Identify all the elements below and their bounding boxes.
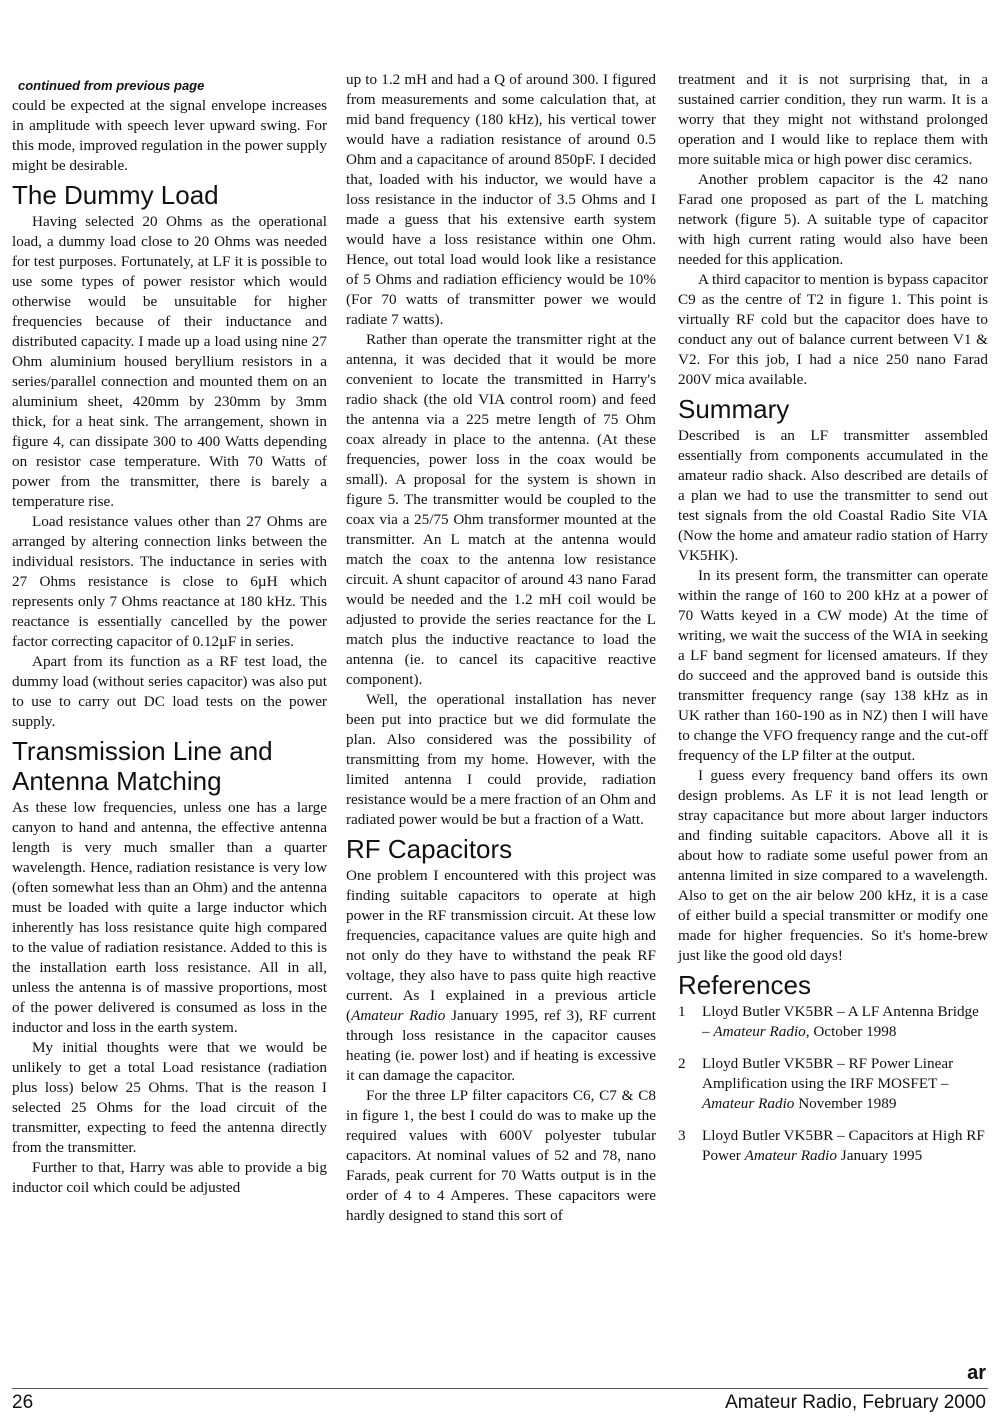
- paragraph: up to 1.2 mH and had a Q of around 300. I figured from measurements and some calculation that, at mid band frequency (180 kHz), his vertical tower would have a radiation resistance of around 0.5 Ohm and a capacitance of around 850pF. I decided that, loaded with his inductor, we would have a loss resistance in the inductor of 3.5 Ohms and I made a guess that his extensive earth system would have a loss resistance within one Ohm. Hence, out total load would look like a resistance of 5 Ohms and radiation efficiency would be 10% (For 70 watts of transmitter power we would radiate 7 watts).: [346, 71, 656, 328]
- column-2: [346, 70, 656, 1226]
- heading-references: References: [678, 970, 811, 1000]
- paragraph: I guess every frequency band offers its own design problems. As LF it is not lead length or stray capacitance but more about larger inductors and finding suitable capacitors. Above all it is about how to radiate some useful power from an antenna limited in size compared to a wavelength. Also to get on the air below 200 kHz, it is a case of either build a special transmitter or modify one made for higher frequencies. So it's home-brew just like the good old days!: [678, 767, 988, 964]
- reference-text: [702, 1126, 988, 1166]
- paragraph: In its present form, the transmitter can operate within the range of 160 to 200 kHz at a power of 70 Watts keyed in a CW mode) At the time of writing, we wait the success of the WIA in seeking a LF band segment for licensed amateurs. If they do succeed and the approved band is outside this transmitter frequency range (say 138 kHz as in UK rather than 160-190 as in NZ) then I will have to change the VFO frequency range and the cut-off frequency of the LP filter at the output.: [678, 567, 988, 764]
- text-run: Lloyd Butler VK5BR – RF Power Linear Amplification using the IRF MOSFET –: [702, 1055, 954, 1092]
- text-run: Lloyd Butler VK5BR – A LF Antenna Bridge –: [702, 1003, 979, 1040]
- paragraph: As these low frequencies, unless one has a large canyon to hand and antenna, the effective antenna length is very much smaller than a quarter wavelength. Hence, radiation resistance is very low (often somewhat less than an Ohm) and the antenna must be loaded with quite a large inductor which inherently has loss resistance quite high compared to the value of radiation resistance. Added to this is the installation earth loss resistance. All in all, unless the antenna is of massive proportions, most of the power delivered is consumed as loss in the inductor and loss in the earth system.: [12, 799, 327, 1036]
- reference-list: [678, 1002, 988, 1166]
- reference-text: [702, 1054, 988, 1114]
- paragraph: Described is an LF transmitter assembled essentially from components accumulated in the amateur radio shack. Also described are details of a plan we had to use the transmitter to send out test signals from the old Coastal Radio Site VIA (Now the home and amateur radio station of Harry VK5HK).: [678, 427, 988, 564]
- continued-note: continued from previous page: [18, 78, 205, 93]
- paragraph: My initial thoughts were that we would be unlikely to get a total Load resistance (radiation plus loss) below 25 Ohms. That is the reason I selected 25 Ohms for the load circuit of the transmitter, expecting to feed the antenna directly from the transmitter.: [12, 1039, 327, 1156]
- text-run: November 1989: [794, 1095, 897, 1112]
- heading-summary: Summary: [678, 394, 790, 424]
- reference-number: 3: [678, 1127, 686, 1144]
- reference-text: [702, 1002, 988, 1042]
- reference-item: [678, 1054, 988, 1114]
- page-number: 26: [12, 1392, 34, 1413]
- publication-name: Amateur Radio,: [713, 1023, 810, 1040]
- paragraph: Rather than operate the transmitter right at the antenna, it was decided that it would be more convenient to locate the transmitted in Harry's radio shack (the old VIA control room) and feed the antenna via a 225 metre length of 75 Ohm coax already in place to the antenna. (At these frequencies, power loss in the coax would be small). A proposal for the system is shown in figure 5. The transmitter would be coupled to the coax via a 25/75 Ohm transformer mounted at the transmitter. An L match at the antenna would match the coax to the antenna low resistance circuit. A shunt capacitor of around 43 nano Farad would be needed and the 1.2 mH coil would be adjusted to provide the series reactance for the L match plus the inductive reactance to load the antenna (ie. to cancel its capacitive reactive component).: [346, 331, 656, 688]
- paragraph: Having selected 20 Ohms as the operational load, a dummy load close to 20 Ohms was needed for test purposes. Fortunately, at LF it is possible to use some types of power resistor which would otherwise would be unsuitable for higher frequencies because of their inductance and distributed capacity. I made up a load using nine 27 Ohm aluminium housed beryllium resistors in a series/parallel connection and mounted them on an aluminium sheet, 420mm by 230mm by 3mm thick, for a heat sink. The arrangement, shown in figure 4, can dissipate 300 to 400 Watts depending on resistor case temperature. With 70 Watts of power from the transmitter, there is barely a temperature rise.: [12, 213, 327, 510]
- paragraph: Well, the operational installation has never been put into practice but we did formulate the plan. Also considered was the possibility of transmitting from my home. However, with the limited antenna I could provide, radiation resistance would be a mere fraction of an Ohm and radiated power would be but a fraction of a Watt.: [346, 691, 656, 828]
- heading-rf-capacitors: RF Capacitors: [346, 834, 513, 864]
- paragraph: Load resistance values other than 27 Ohms are arranged by altering connection links between the individual resistors. The inductance in series with 27 Ohms resistance is close to 6µH which represents only 7 Ohms reactance at 180 kHz. This reactance is essentially cancelled by the power factor correcting capacitor of 0.12µF in series.: [12, 513, 327, 650]
- end-mark: ar: [967, 1362, 986, 1384]
- reference-item: [678, 1002, 988, 1042]
- text-run: January 1995: [837, 1147, 923, 1164]
- publication-footer: Amateur Radio, February 2000: [725, 1392, 986, 1413]
- column-1: [12, 70, 327, 1198]
- text-run: January 1995, ref 3), RF current through loss resistance in the capacitor causes heating (ie. power lost) and if heating is excessive it can damage the capacitor.: [346, 1007, 656, 1084]
- heading-transmission-line: Transmission Line and Antenna Matching: [12, 736, 273, 796]
- publication-name: Amateur Radio: [702, 1095, 795, 1112]
- paragraph: Another problem capacitor is the 42 nano Farad one proposed as part of the L matching network (figure 5). A suitable type of capacitor with high current rating would also have been needed for this application.: [678, 171, 988, 268]
- paragraph: [346, 866, 656, 1086]
- reference-item: [678, 1126, 988, 1166]
- heading-dummy-load: The Dummy Load: [12, 180, 219, 210]
- reference-number: 2: [678, 1055, 686, 1072]
- reference-number: 1: [678, 1003, 686, 1020]
- paragraph: could be expected at the signal envelope increases in amplitude with speech lever upward swing. For this mode, improved regulation in the power supply might be desirable.: [12, 97, 327, 174]
- column-3: [678, 70, 988, 1178]
- text-run: Lloyd Butler VK5BR – Capacitors at High RF Power: [702, 1127, 985, 1164]
- publication-name: Amateur Radio: [351, 1007, 446, 1024]
- footer-rule: [12, 1388, 988, 1389]
- paragraph: A third capacitor to mention is bypass capacitor C9 as the centre of T2 in figure 1. This point is virtually RF cold but the capacitor does have to conduct any out of balance current between V1 & V2. For this job, I had a nice 250 nano Farad 200V mica available.: [678, 271, 988, 388]
- paragraph: Apart from its function as a RF test load, the dummy load (without series capacitor) was also put to use to carry out DC load tests on the power supply.: [12, 653, 327, 730]
- text-run: One problem I encountered with this project was finding suitable capacitors to operate at high power in the RF transmission circuit. At these low frequencies, capacitance values are quite high and not only do they have to withstand the peak RF voltage, they also have to pass quite high reactive current. As I explained in a previous article (: [346, 867, 656, 1024]
- paragraph: For the three LP filter capacitors C6, C7 & C8 in figure 1, the best I could do was to make up the required values with 600V polyester tubular capacitors. At nominal values of 52 and 78, nano Farads, peak current for 70 Watts output is in the order of 4 to 4 Amperes. These capacitors were hardly designed to stand this sort of: [346, 1087, 656, 1224]
- publication-name: Amateur Radio: [744, 1147, 837, 1164]
- paragraph: Further to that, Harry was able to provide a big inductor coil which could be adjusted: [12, 1159, 327, 1196]
- paragraph: treatment and it is not surprising that, in a sustained carrier condition, they run warm. It is a worry that they might not withstand prolonged operation and I would like to replace them with more suitable mica or high power disc ceramics.: [678, 71, 988, 168]
- text-run: October 1998: [809, 1023, 897, 1040]
